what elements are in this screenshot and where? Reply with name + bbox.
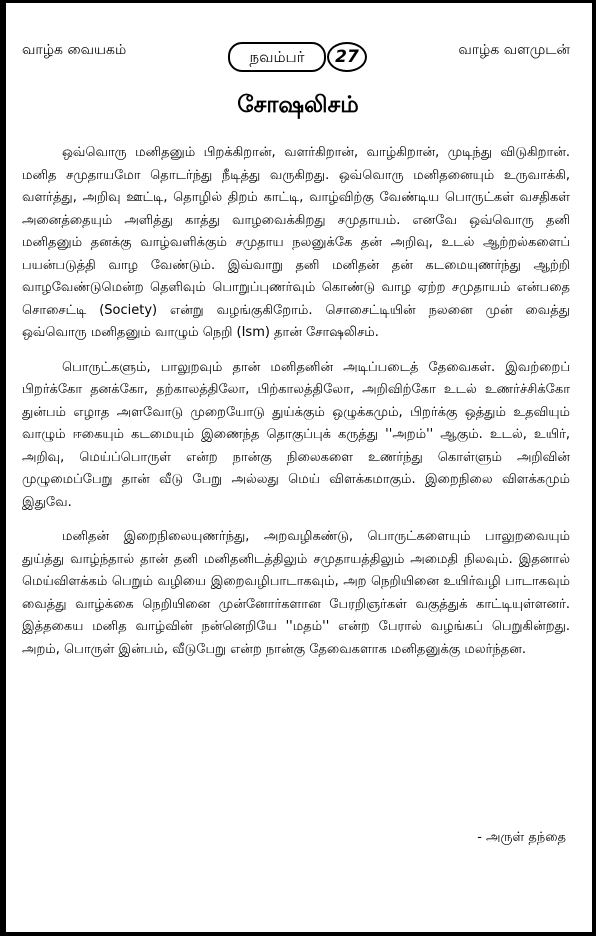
date-badge: [228, 42, 372, 74]
paragraph-1: ஒவ்வொரு மனிதனும் பிறக்கிறான், வளர்கிறான், வாழ்கிறான், முடிந்து விடுகிறான். மனித சமுதாயமோ தொடர்ந்து நீடித்து வருகிறது. ஒவ்வொரு மனிதனையும் உருவாக்கி, வளர்த்து, அறிவு ஊட்டி, தொழில் திறம் காட்டி, வாழ்விற்கு வேண்டிய பொருட்கள் வசதிகள் அனைத்தையும் அளித்து காத்து வாழவைக்கிறது சமுதாயம். எனவே ஒவ்வொரு தனி மனிதனும் தனக்கு வாழ்வளிக்கும் சமுதாய நலனுக்கே தன் அறிவு, உடல் ஆற்றல்களைப் பயன்படுத்தி வாழ வேண்டும். இவ்வாறு தனி மனிதன் தன் கடமையுணர்ந்து ஆற்றி வாழவேண்டுமென்ற தெளிவும் பொறுப்புணர்வும் கொண்டு வாழ ஏற்ற சமுதாயம் என்பதை சொசைட்டி (Society) என்று வழங்குகிறோம். சொசைட்டியின் நலனை முன் வைத்து ஒவ்வொரு மனிதனும் வாழும் நெறி (Ism) தான் சோஷலிசம்.: [22, 145, 570, 340]
author-signature: - அருள் தந்தை: [477, 830, 566, 845]
month-label: நவம்பர்: [228, 42, 326, 72]
header-right-motto: வாழ்க வளமுடன்: [458, 42, 570, 58]
day-number: 27: [327, 42, 367, 72]
header-left-motto: வாழ்க வையகம்: [22, 42, 127, 58]
article-body: [22, 142, 570, 673]
paragraph-3: மனிதன் இறைநிலையுணர்ந்து, அறவழிகண்டு, பொருட்களையும் பாலுறவையும் துய்த்து வாழ்ந்தால் தான் தனி மனிதனிடத்திலும் சமுதாயத்திலும் அமைதி நிலவும். இதனால் மெய்விளக்கம் பெறும் வழியை இறைவழிபாடாகவும், அற நெறியினை உயிர்வழி பாடாகவும் வைத்து வாழ்க்கை நெறியினை முன்னோர்களான பேரறிஞர்கள் வகுத்துக் காட்டியுள்ளனர். இத்தகைய மனித வாழ்வின் நன்னெறியே ''மதம்'' என்ற பேரால் வழங்கப் பெறுகின்றது. அறம், பொருள் இன்பம், வீடுபேறு என்ற நான்கு தேவைகளாக மனிதனுக்கு மலர்ந்தன.: [22, 529, 570, 657]
paragraph-2: பொருட்களும், பாலுறவும் தான் மனிதனின் அடிப்படைத் தேவைகள். இவற்றைப் பிறர்க்கோ தனக்கோ, தற்காலத்திலோ, பிற்காலத்திலோ, அறிவிற்கோ உடல் உணர்ச்சிக்கோ துன்பம் எழாத அளவோடு முறையோடு துய்க்கும் ஒழுக்கமும், பிறர்க்கு ஒத்தும் உதவியும் வாழும் ஈகையும் கடமையும் இணைந்த தொகுப்புக் கருத்து ''அறம்'' ஆகும். உடல், உயிர், அறிவு, மெய்ப்பொருள் என்ற நான்கு நிலைகளை உணர்ந்து கொள்ளும் அறிவின் முழுமைப்பேறு தான் வீடு பேறு அல்லது மெய் விளக்கமாகும். இறைநிலை விளக்கமும் இதுவே.: [22, 359, 570, 510]
page-title: சோஷலிசம்: [237, 92, 359, 118]
